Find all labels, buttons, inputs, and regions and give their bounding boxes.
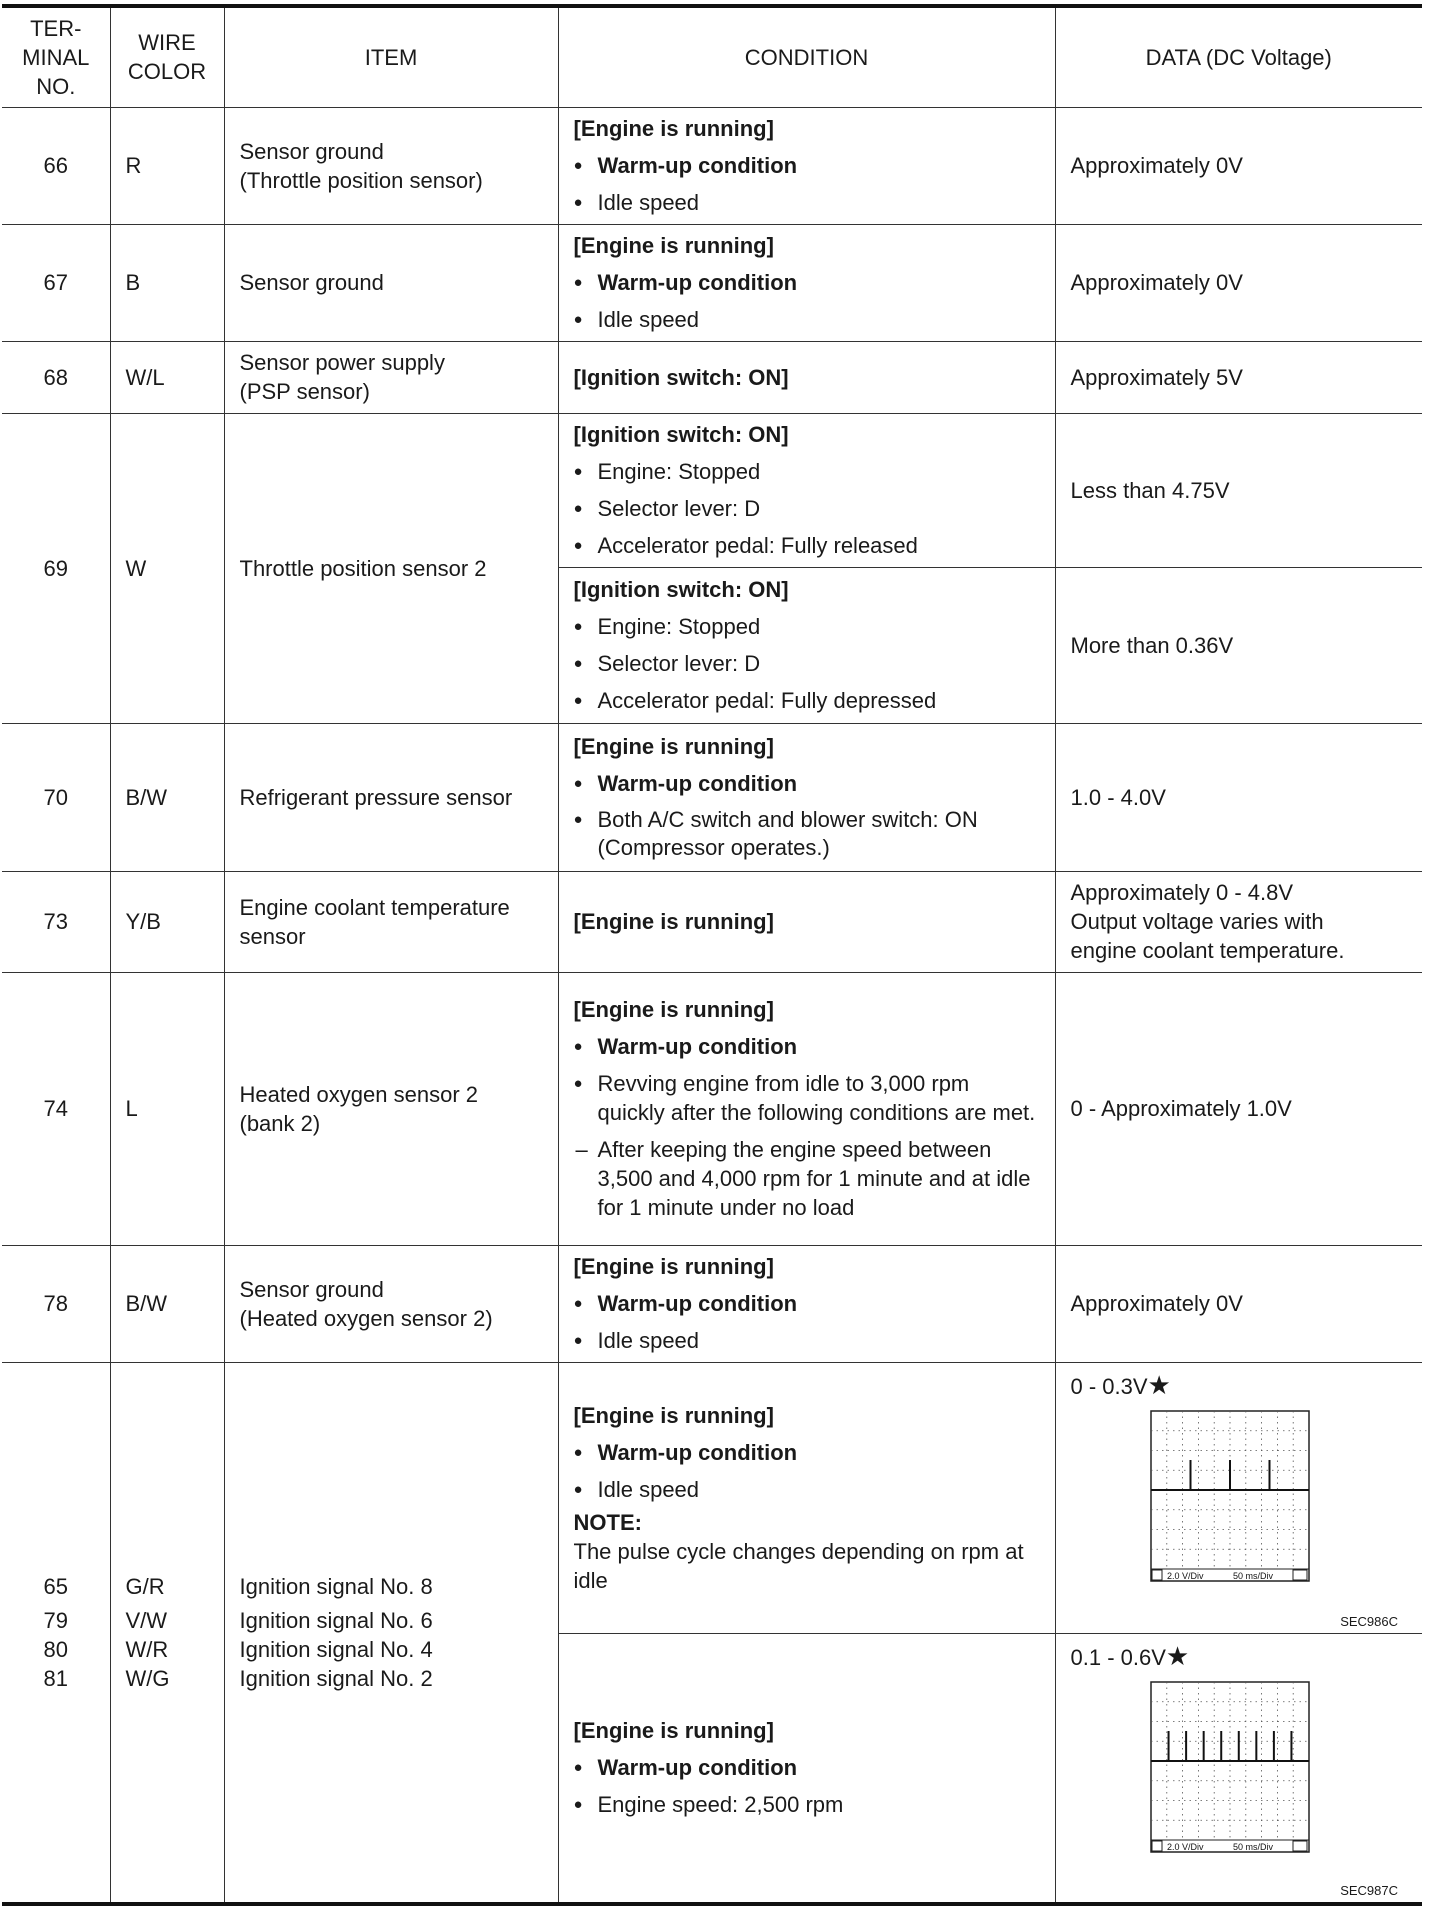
table-row — [2, 1362, 1422, 1633]
scope-channel-marker — [1152, 1570, 1162, 1580]
condition-cell — [558, 341, 1055, 413]
terminal-number: 68 — [2, 341, 110, 413]
condition-heading: [Engine is running] — [573, 116, 774, 141]
data-waveform-cell — [1055, 1362, 1422, 1633]
wire-color: R — [110, 107, 224, 224]
item-cell: Sensor power supply (PSP sensor) — [224, 341, 558, 413]
item-cell: Sensor ground — [224, 224, 558, 341]
oscilloscope-waveform — [1149, 1409, 1313, 1593]
item-cell-group: Ignition signal No. 8 Ignition signal No. 6 Ignition signal No. 4 Ignition signal No. 2 — [224, 1362, 558, 1904]
data-value: 0 - Approximately 1.0V — [1055, 972, 1422, 1245]
condition-heading: [Engine is running] — [573, 909, 774, 934]
condition-heading: [Engine is running] — [573, 1718, 774, 1744]
item-cell: Engine coolant temperature sensor — [224, 871, 558, 972]
wire-color-group: G/R V/W W/R W/G — [110, 1362, 224, 1904]
scope-volt-scale: 2.0 V/Div — [1166, 1841, 1204, 1852]
scope-trigger-box — [1293, 1841, 1307, 1851]
item-cell: Sensor ground (Heated oxygen sensor 2) — [224, 1245, 558, 1362]
item-cell: Throttle position sensor 2 — [224, 413, 558, 723]
table-row — [2, 341, 1422, 413]
wire-color: W — [110, 413, 224, 723]
condition-item: ● Accelerator pedal: Fully depressed — [574, 686, 1040, 715]
table-row — [2, 224, 1422, 341]
terminal-number: 70 — [2, 723, 110, 871]
item-cell: Heated oxygen sensor 2 (bank 2) — [224, 972, 558, 1245]
data-waveform-cell — [1055, 1633, 1422, 1904]
condition-heading: [Engine is running] — [573, 1402, 774, 1428]
condition-item: ● Idle speed — [574, 188, 1040, 217]
condition-heading: [Engine is running] — [573, 734, 774, 759]
scope-volt-scale: 2.0 V/Div — [1166, 1570, 1204, 1581]
star-icon: ★ — [1147, 1369, 1171, 1400]
oscilloscope-waveform — [1149, 1680, 1313, 1864]
condition-item: ● Selector lever: D — [574, 649, 1040, 678]
condition-item: ● Idle speed — [574, 1475, 1040, 1504]
condition-heading: [Engine is running] — [573, 1254, 774, 1279]
table-row — [2, 871, 1422, 972]
terminal-number: 74 — [2, 972, 110, 1245]
scope-trigger-box — [1293, 1570, 1307, 1580]
figure-id: SEC987C — [1340, 1883, 1398, 1898]
header-row — [2, 6, 1422, 107]
condition-cell — [558, 871, 1055, 972]
condition-item: ● Idle speed — [574, 305, 1040, 334]
condition-item: ● Engine speed: 2,500 rpm — [574, 1790, 1040, 1819]
condition-heading: [Ignition switch: ON] — [573, 364, 789, 390]
data-value: Approximately 0V — [1055, 224, 1422, 341]
wire-color: W/L — [110, 341, 224, 413]
terminal-number: 67 — [2, 224, 110, 341]
terminal-data-table — [2, 4, 1422, 1906]
condition-item: ● Warm-up condition — [574, 151, 1040, 180]
table-row — [2, 413, 1422, 567]
condition-item: ● Accelerator pedal: Fully released — [574, 531, 1040, 560]
condition-item: ● Warm-up condition — [574, 1032, 1040, 1061]
terminal-number-group: 65 79 80 81 — [2, 1362, 110, 1904]
condition-item: ● Selector lever: D — [574, 494, 1040, 523]
data-value: More than 0.36V — [1055, 567, 1422, 723]
condition-cell — [558, 1362, 1055, 1633]
item-cell: Sensor ground (Throttle position sensor) — [224, 107, 558, 224]
condition-item: ● Warm-up condition — [574, 769, 1040, 798]
voltage-range: 0.1 - 0.6V★ — [1070, 1640, 1190, 1671]
data-value: 1.0 - 4.0V — [1055, 723, 1422, 871]
condition-item: ● Revving engine from idle to 3,000 rpm quickly after the following conditions are met. — [574, 1069, 1040, 1127]
condition-cell — [558, 972, 1055, 1245]
condition-subitem: – After keeping the engine speed between 3,500 and 4,000 rpm for 1 minute and at idle for 1 minute under no load — [574, 1135, 1040, 1222]
condition-cell — [558, 1245, 1055, 1362]
voltage-range: 0 - 0.3V★ — [1070, 1369, 1171, 1400]
condition-item: ● Engine: Stopped — [574, 612, 1040, 641]
table-row — [2, 1245, 1422, 1362]
condition-item: ● Idle speed — [574, 1326, 1040, 1355]
scope-channel-marker — [1152, 1841, 1162, 1851]
note-title: NOTE: — [573, 1509, 642, 1535]
condition-cell — [558, 107, 1055, 224]
header-data: DATA (DC Voltage) — [1055, 6, 1422, 107]
header-wire-color: WIRE COLOR — [110, 6, 224, 107]
condition-item: ● Warm-up condition — [574, 268, 1040, 297]
condition-heading: [Engine is running] — [573, 233, 774, 258]
terminal-number: 66 — [2, 107, 110, 224]
table-row — [2, 723, 1422, 871]
terminal-number: 78 — [2, 1245, 110, 1362]
header-condition: CONDITION — [558, 6, 1055, 107]
wire-color: B/W — [110, 723, 224, 871]
scope-time-scale: 50 ms/Div — [1232, 1570, 1273, 1581]
condition-heading: [Ignition switch: ON] — [573, 577, 789, 602]
terminal-number: 73 — [2, 871, 110, 972]
data-value: Approximately 0V — [1055, 1245, 1422, 1362]
table-row — [2, 972, 1422, 1245]
scope-time-scale: 50 ms/Div — [1232, 1841, 1273, 1852]
item-cell: Refrigerant pressure sensor — [224, 723, 558, 871]
condition-item: ● Warm-up condition — [574, 1753, 1040, 1782]
star-icon: ★ — [1165, 1640, 1190, 1671]
data-value: Approximately 0V — [1055, 107, 1422, 224]
condition-heading: [Engine is running] — [573, 997, 774, 1022]
terminal-number: 69 — [2, 413, 110, 723]
header-terminal-no: TER- MINAL NO. — [2, 6, 110, 107]
condition-cell — [558, 413, 1055, 567]
condition-item: ● Engine: Stopped — [574, 457, 1040, 486]
condition-cell — [558, 224, 1055, 341]
condition-item: ● Warm-up condition — [574, 1438, 1040, 1467]
wire-color: Y/B — [110, 871, 224, 972]
condition-cell — [558, 567, 1055, 723]
data-value: Approximately 5V — [1055, 341, 1422, 413]
condition-item: ● Both A/C switch and blower switch: ON (Compressor operates.) — [574, 806, 1040, 862]
condition-cell — [558, 1633, 1055, 1904]
data-value: Approximately 0 - 4.8V Output voltage varies with engine coolant temperature. — [1055, 871, 1422, 972]
figure-id: SEC986C — [1340, 1613, 1398, 1629]
condition-item: ● Warm-up condition — [574, 1289, 1040, 1318]
wire-color: B/W — [110, 1245, 224, 1362]
terminal-data-table-page — [2, 4, 1422, 1906]
condition-cell — [558, 723, 1055, 871]
condition-heading: [Ignition switch: ON] — [573, 422, 789, 447]
note-text: The pulse cycle changes depending on rpm at idle — [573, 1538, 1024, 1593]
wire-color: B — [110, 224, 224, 341]
data-value: Less than 4.75V — [1055, 413, 1422, 567]
wire-color: L — [110, 972, 224, 1245]
header-item: ITEM — [224, 6, 558, 107]
table-row — [2, 107, 1422, 224]
